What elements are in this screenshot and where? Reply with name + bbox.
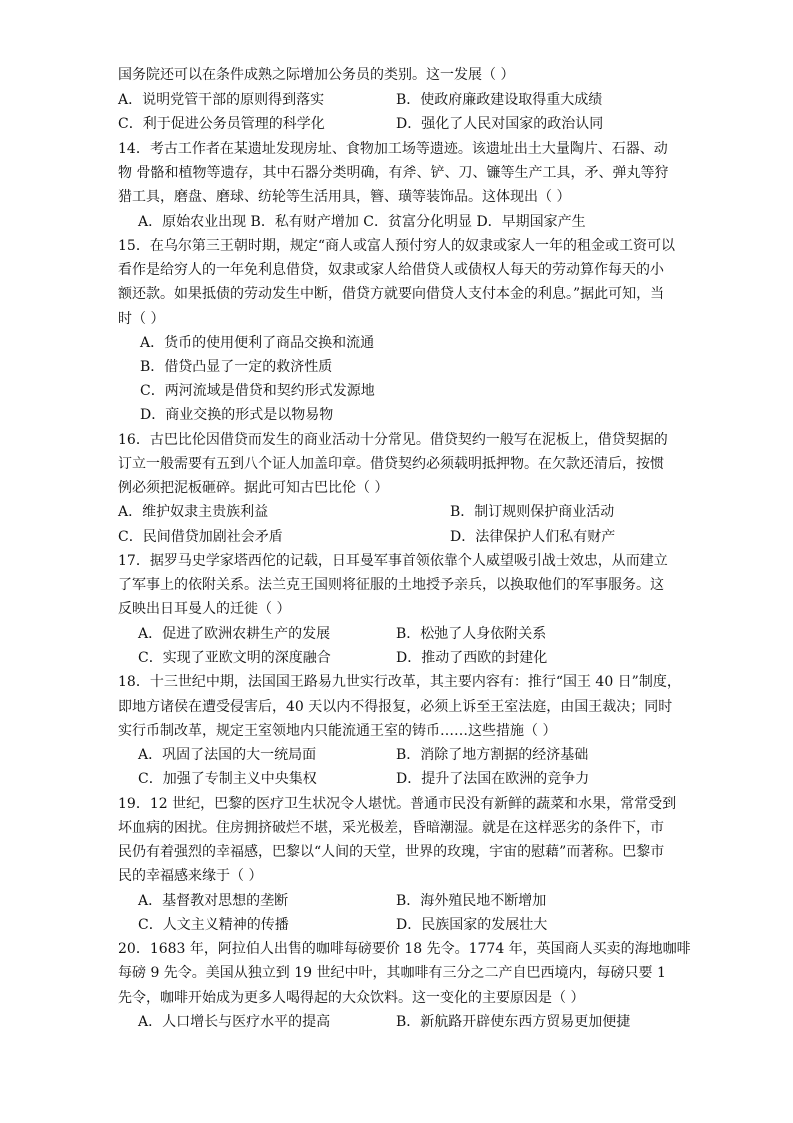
q17-option-b: B．松弛了人身依附关系 xyxy=(396,626,547,642)
q20-option-a: A．人口增长与医疗水平的提高 xyxy=(138,1014,331,1030)
q18-stem-line-3: 实行币制改革，规定王室领地内只能流通王室的铸币……这些措施（ ） xyxy=(118,723,557,739)
q15-stem-line-2: 看作是给穷人的一年免利息借贷，奴隶或家人给借贷人或债权人每天的劳动算作每天的小 xyxy=(118,262,664,278)
q15-stem-line-3: 额还款。如果抵债的劳动发生中断，借贷方就要向借贷人支付本金的利息。”据此可知，当 xyxy=(118,286,665,302)
q16-stem-line-2: 订立一般需要有五到八个证人加盖印章。借贷契约必须载明抵押物。在欠款还清后，按惯 xyxy=(118,456,664,472)
q13-option-c: C．利于促进公务员管理的科学化 xyxy=(118,116,325,132)
q15-stem-line-4: 时（ ） xyxy=(118,311,165,327)
q14-stem-line-1: 14．考古工作者在某遗址发现房址、食物加工场等遗迹。该遗址出土大量陶片、石器、动 xyxy=(118,141,668,157)
q18-option-c: C．加强了专制主义中央集权 xyxy=(138,771,317,787)
q16-option-c: C．民间借贷加剧社会矛盾 xyxy=(118,529,283,545)
q17-option-a: A．促进了欧洲农耕生产的发展 xyxy=(138,626,331,642)
q19-stem-line-2: 坏血病的困扰。住房拥挤破烂不堪，采光极差，昏暗潮湿。就是在这样恶劣的条件下，市 xyxy=(118,820,664,836)
q19-option-b: B．海外殖民地不断增加 xyxy=(396,893,547,909)
q15-option-c: C．两河流域是借贷和契约形式发源地 xyxy=(140,383,375,399)
q17-option-d: D．推动了西欧的封建化 xyxy=(396,650,548,666)
q14-stem-line-3: 猎工具，磨盘、磨球、纺轮等生活用具，簪、璜等装饰品。这体现出（ ） xyxy=(118,189,571,205)
q17-option-c: C．实现了亚欧文明的深度融合 xyxy=(138,650,331,666)
q18-option-b: B．消除了地方割据的经济基础 xyxy=(396,747,589,763)
q18-option-a: A．巩固了法国的大一统局面 xyxy=(138,747,317,763)
q15-option-a: A．货币的使用便利了商品交换和流通 xyxy=(140,335,375,351)
q16-stem-line-1: 16．古巴比伦因借贷而发生的商业活动十分常见。借贷契约一般写在泥板上，借贷契据的 xyxy=(118,432,668,448)
q15-option-b: B．借贷凸显了一定的救济性质 xyxy=(140,359,333,375)
q16-option-a: A．维护奴隶主贵族利益 xyxy=(118,504,269,520)
q15-option-d: D．商业交换的形式是以物易物 xyxy=(140,407,334,423)
q19-option-d: D．民族国家的发展壮大 xyxy=(396,917,548,933)
q17-stem-line-1: 17．据罗马史学家塔西佗的记载，日耳曼军事首领依靠个人威望吸引战士效忠，从而建立 xyxy=(118,553,668,569)
q18-stem-line-1: 18．十三世纪中期，法国国王路易九世实行改革，其主要内容有：推行“国王 40 日”制度， xyxy=(118,674,681,690)
q17-stem-line-2: 了军事上的依附关系。法兰克王国则将征服的土地授予亲兵，以换取他们的军事服务。这 xyxy=(118,577,664,593)
q20-option-b: B．新航路开辟使东西方贸易更加便捷 xyxy=(396,1014,631,1030)
q20-stem-line-2: 每磅 9 先令。美国从独立到 19 世纪中叶，其咖啡有三分之二产自巴西境内，每磅只要 1 xyxy=(118,965,666,981)
q14-options: A．原始农业出现 B．私有财产增加 C．贫富分化明显 D．早期国家产生 xyxy=(138,214,586,230)
q16-stem-line-3: 例必须把泥板砸碎。据此可知古巴比伦（ ） xyxy=(118,480,389,496)
q20-stem-line-3: 先令，咖啡开始成为更多人喝得起的大众饮料。这一变化的主要原因是（ ） xyxy=(118,990,585,1006)
q20-stem-line-1: 20．1683 年，阿拉伯人出售的咖啡每磅要价 18 先令。1774 年，英国商人买卖的海地咖啡 xyxy=(118,941,691,957)
q19-option-c: C．人文主义精神的传播 xyxy=(138,917,289,933)
q19-stem-line-3: 民仍有着强烈的幸福感，巴黎以“人间的天堂，世界的玫瑰，宇宙的慰藉”而著称。巴黎市 xyxy=(118,844,665,860)
q14-stem-line-2: 物 骨骼和植物等遗存，其中石器分类明确，有斧、铲、刀、镰等生产工具，矛、弹丸等狩 xyxy=(118,165,669,181)
q19-option-a: A．基督教对思想的垄断 xyxy=(138,893,289,909)
q18-stem-line-2: 即地方诸侯在遭受侵害后，40 天以内不得报复，必须上诉至王室法庭，由国王裁决；同时 xyxy=(118,699,673,715)
intro-line: 国务院还可以在条件成熟之际增加公务员的类别。这一发展（ ） xyxy=(118,67,515,83)
q13-option-b: B．使政府廉政建设取得重大成绩 xyxy=(396,92,603,108)
q16-option-d: D．法律保护人们私有财产 xyxy=(450,529,616,545)
q19-stem-line-1: 19．12 世纪，巴黎的医疗卫生状况令人堪忧。普通市民没有新鲜的蔬菜和水果，常常受到 xyxy=(118,796,677,812)
q13-option-a: A．说明党管干部的原则得到落实 xyxy=(118,92,325,108)
q13-option-d: D．强化了人民对国家的政治认同 xyxy=(396,116,604,132)
q15-stem-line-1: 15．在乌尔第三王朝时期，规定“商人或富人预付穷人的奴隶或家人一年的租金或工资可以 xyxy=(118,238,675,254)
q19-stem-line-4: 民的幸福感来缘于（ ） xyxy=(118,868,263,884)
q18-option-d: D．提升了法国在欧洲的竞争力 xyxy=(396,771,590,787)
q16-option-b: B．制订规则保护商业活动 xyxy=(450,504,615,520)
q17-stem-line-3: 反映出日耳曼人的迁徙（ ） xyxy=(118,601,291,617)
